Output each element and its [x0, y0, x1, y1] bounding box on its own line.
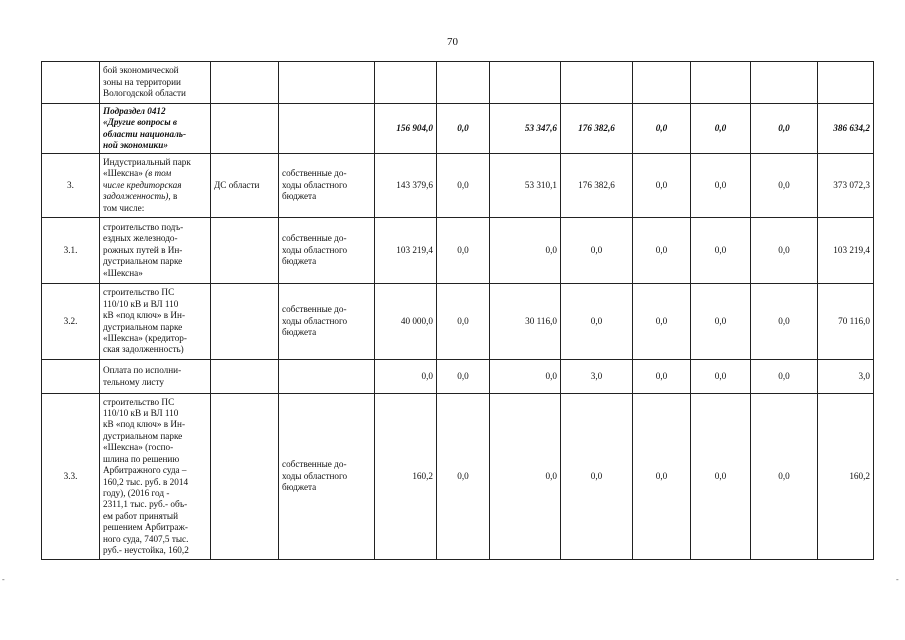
- value-cell-5: [633, 104, 691, 154]
- value-cell-7: [751, 360, 818, 394]
- value-cell-3: [490, 360, 561, 394]
- item-name-text: [103, 65, 207, 99]
- value-cell-6-text: 0,0: [714, 122, 727, 133]
- value-cell-1-text: 143 379,6: [396, 179, 433, 190]
- value-cell-8: [818, 284, 874, 360]
- responsible-cell: [211, 218, 279, 284]
- value-cell-1-text: 0,0: [421, 370, 433, 381]
- value-cell-6-text: 0,0: [714, 315, 727, 326]
- value-cell-8-text: 160,2: [849, 470, 870, 481]
- value-cell-4: [561, 104, 633, 154]
- value-cell-3: [490, 154, 561, 218]
- value-cell-5-text: 0,0: [655, 122, 668, 133]
- value-cell-4: [561, 218, 633, 284]
- row-number-cell-text: 3.2.: [63, 315, 78, 326]
- value-cell-2-text: 0,0: [457, 122, 469, 133]
- item-name-cell: [100, 104, 211, 154]
- item-name-italic: (в том числе кредиторская задолженность),: [103, 168, 182, 202]
- value-cell-4-text: 0,0: [590, 315, 603, 326]
- scan-edge-mark-left: -: [2, 575, 5, 584]
- item-name-main: Подраздел 0412 «Другие вопросы в области националь- ной экономики»: [103, 105, 187, 150]
- value-cell-1: [375, 284, 437, 360]
- item-name-main: строительство подъ- ездных железнодо- рожных путей в Ин- дустриальном парке «Шексна»: [103, 221, 184, 278]
- responsible-cell: [211, 394, 279, 560]
- value-cell-5: [633, 284, 691, 360]
- value-cell-4: [561, 360, 633, 394]
- value-cell-7: [751, 104, 818, 154]
- row-number-cell: [42, 218, 100, 284]
- value-cell-8: [818, 218, 874, 284]
- funding-source-cell: [279, 360, 375, 394]
- responsible-cell: [211, 62, 279, 104]
- value-cell-7: [751, 284, 818, 360]
- value-cell-7-text: 0,0: [778, 122, 790, 133]
- funding-source-cell: [279, 104, 375, 154]
- value-cell-8-text: 386 634,2: [833, 122, 870, 133]
- value-cell-4-text: 0,0: [590, 244, 603, 255]
- value-cell-3-text: 53 347,6: [524, 122, 557, 133]
- value-cell-5: [633, 360, 691, 394]
- value-cell-4-text: 176 382,6: [578, 179, 615, 190]
- item-name-cell: [100, 218, 211, 284]
- item-name-main: строительство ПС 110/10 кВ и ВЛ 110 кВ «под ключ» в Ин- дустриальном парке «Шексна» (госпо- шлина по решению Арбитражного суда – 160,2 тыс. руб. в 2014 году), (2016 год - 2311,1 тыс. руб.- объ- ем работ принятый решением Арбитраж- ного суда, 7407,5 тыс. руб.- неустойка, 160,2: [103, 396, 189, 555]
- value-cell-3-text: 0,0: [545, 244, 557, 255]
- item-name-text: [103, 397, 207, 557]
- item-name-text: [103, 222, 207, 279]
- responsible-cell: [211, 104, 279, 154]
- funding-source-cell: [279, 62, 375, 104]
- value-cell-3-text: 53 310,1: [524, 179, 557, 190]
- value-cell-1: [375, 360, 437, 394]
- value-cell-2: [437, 360, 490, 394]
- row-number-cell: [42, 394, 100, 560]
- value-cell-7: [751, 218, 818, 284]
- responsible-cell: [211, 154, 279, 218]
- value-cell-5: [633, 218, 691, 284]
- value-cell-3: [490, 62, 561, 104]
- value-cell-8-text: 70 116,0: [838, 315, 870, 326]
- value-cell-3: [490, 284, 561, 360]
- value-cell-8: [818, 154, 874, 218]
- value-cell-6-text: 0,0: [714, 470, 727, 481]
- item-name-cell: [100, 360, 211, 394]
- value-cell-8-text: 103 219,4: [833, 244, 870, 255]
- value-cell-7-text: 0,0: [778, 315, 790, 326]
- funding-source-cell: [279, 218, 375, 284]
- item-name-cell: [100, 62, 211, 104]
- row-number-cell-text: 3.3.: [63, 470, 78, 481]
- value-cell-6: [691, 284, 751, 360]
- value-cell-1: [375, 154, 437, 218]
- value-cell-2-text: 0,0: [457, 179, 469, 190]
- item-name-text: [103, 157, 207, 214]
- responsible-cell-text: ДС области: [214, 179, 260, 190]
- value-cell-4: [561, 394, 633, 560]
- item-name-main: Индустриальный парк «Шексна»: [103, 156, 191, 179]
- value-cell-2-text: 0,0: [457, 470, 469, 481]
- value-cell-8: [818, 360, 874, 394]
- value-cell-4-text: 176 382,6: [578, 122, 615, 133]
- value-cell-7-text: 0,0: [778, 179, 790, 190]
- value-cell-6: [691, 360, 751, 394]
- value-cell-4: [561, 154, 633, 218]
- value-cell-5-text: 0,0: [655, 315, 668, 326]
- value-cell-5: [633, 394, 691, 560]
- row-number-cell: [42, 62, 100, 104]
- funding-source-cell-text: собственные до- ходы областного бюджета: [282, 168, 348, 202]
- table-row: [42, 104, 874, 154]
- row-number-cell: [42, 104, 100, 154]
- item-name-main: строительство ПС 110/10 кВ и ВЛ 110 кВ «под ключ» в Ин- дустриальном парке «Шексна» (кредитор- ская задолженность): [103, 287, 187, 355]
- value-cell-8: [818, 394, 874, 560]
- value-cell-8: [818, 62, 874, 104]
- item-name-text: [103, 287, 207, 355]
- value-cell-3: [490, 218, 561, 284]
- item-name-main: Оплата по исполни- тельному листу: [103, 365, 182, 387]
- value-cell-6-text: 0,0: [714, 370, 727, 381]
- budget-table: [41, 61, 874, 560]
- value-cell-1: [375, 394, 437, 560]
- value-cell-8-text: 373 072,3: [833, 179, 870, 190]
- value-cell-6: [691, 154, 751, 218]
- value-cell-6: [691, 104, 751, 154]
- funding-source-cell-text: собственные до- ходы областного бюджета: [282, 233, 348, 267]
- value-cell-6: [691, 218, 751, 284]
- value-cell-6-text: 0,0: [714, 244, 727, 255]
- table-row: [42, 218, 874, 284]
- funding-source-cell: [279, 284, 375, 360]
- funding-source-cell: [279, 394, 375, 560]
- value-cell-4-text: 3,0: [590, 370, 603, 381]
- value-cell-6-text: 0,0: [714, 179, 727, 190]
- item-name-cell: [100, 284, 211, 360]
- value-cell-7: [751, 394, 818, 560]
- value-cell-3-text: 0,0: [545, 470, 557, 481]
- value-cell-1-text: 156 904,0: [396, 122, 433, 133]
- value-cell-3-text: 30 116,0: [525, 315, 557, 326]
- item-name-tail: в том числе:: [103, 191, 178, 213]
- value-cell-7-text: 0,0: [778, 244, 790, 255]
- page-number: 70: [447, 36, 458, 48]
- value-cell-2: [437, 218, 490, 284]
- value-cell-4: [561, 62, 633, 104]
- value-cell-5: [633, 154, 691, 218]
- funding-source-cell: [279, 154, 375, 218]
- item-name-main: бой экономической зоны на территории Вологодской области: [103, 65, 186, 99]
- value-cell-6: [691, 62, 751, 104]
- value-cell-2: [437, 394, 490, 560]
- table-row: [42, 62, 874, 104]
- value-cell-1-text: 40 000,0: [400, 315, 433, 326]
- table-row: [42, 394, 874, 560]
- value-cell-7-text: 0,0: [778, 470, 790, 481]
- value-cell-1: [375, 104, 437, 154]
- value-cell-5-text: 0,0: [655, 244, 668, 255]
- row-number-cell-text: 3.: [67, 179, 74, 190]
- row-number-cell: [42, 284, 100, 360]
- value-cell-2: [437, 284, 490, 360]
- table-row: [42, 154, 874, 218]
- value-cell-3: [490, 394, 561, 560]
- funding-source-cell-text: собственные до- ходы областного бюджета: [282, 304, 348, 338]
- value-cell-2: [437, 154, 490, 218]
- value-cell-3-text: 0,0: [545, 370, 557, 381]
- value-cell-5-text: 0,0: [655, 179, 668, 190]
- table-body: [42, 62, 874, 560]
- value-cell-8-text: 3,0: [858, 370, 870, 381]
- value-cell-4: [561, 284, 633, 360]
- responsible-cell: [211, 284, 279, 360]
- value-cell-7: [751, 154, 818, 218]
- value-cell-5: [633, 62, 691, 104]
- value-cell-6: [691, 394, 751, 560]
- value-cell-5-text: 0,0: [655, 370, 668, 381]
- value-cell-8: [818, 104, 874, 154]
- item-name-cell: [100, 154, 211, 218]
- value-cell-1: [375, 62, 437, 104]
- row-number-cell-text: 3.1.: [63, 244, 78, 255]
- table-row: [42, 360, 874, 394]
- value-cell-2: [437, 62, 490, 104]
- value-cell-2-text: 0,0: [457, 370, 469, 381]
- table-row: [42, 284, 874, 360]
- scan-edge-mark-right: -: [896, 575, 899, 584]
- responsible-cell: [211, 360, 279, 394]
- row-number-cell: [42, 154, 100, 218]
- row-number-cell: [42, 360, 100, 394]
- value-cell-2: [437, 104, 490, 154]
- value-cell-1-text: 103 219,4: [396, 244, 433, 255]
- value-cell-3: [490, 104, 561, 154]
- value-cell-1: [375, 218, 437, 284]
- value-cell-5-text: 0,0: [655, 470, 668, 481]
- funding-source-cell-text: собственные до- ходы областного бюджета: [282, 459, 348, 493]
- item-name-text: [103, 365, 207, 388]
- value-cell-2-text: 0,0: [457, 244, 469, 255]
- value-cell-2-text: 0,0: [457, 315, 469, 326]
- value-cell-1-text: 160,2: [412, 470, 433, 481]
- item-name-text: [103, 106, 207, 152]
- item-name-cell: [100, 394, 211, 560]
- value-cell-7-text: 0,0: [778, 370, 790, 381]
- value-cell-7: [751, 62, 818, 104]
- value-cell-4-text: 0,0: [590, 470, 603, 481]
